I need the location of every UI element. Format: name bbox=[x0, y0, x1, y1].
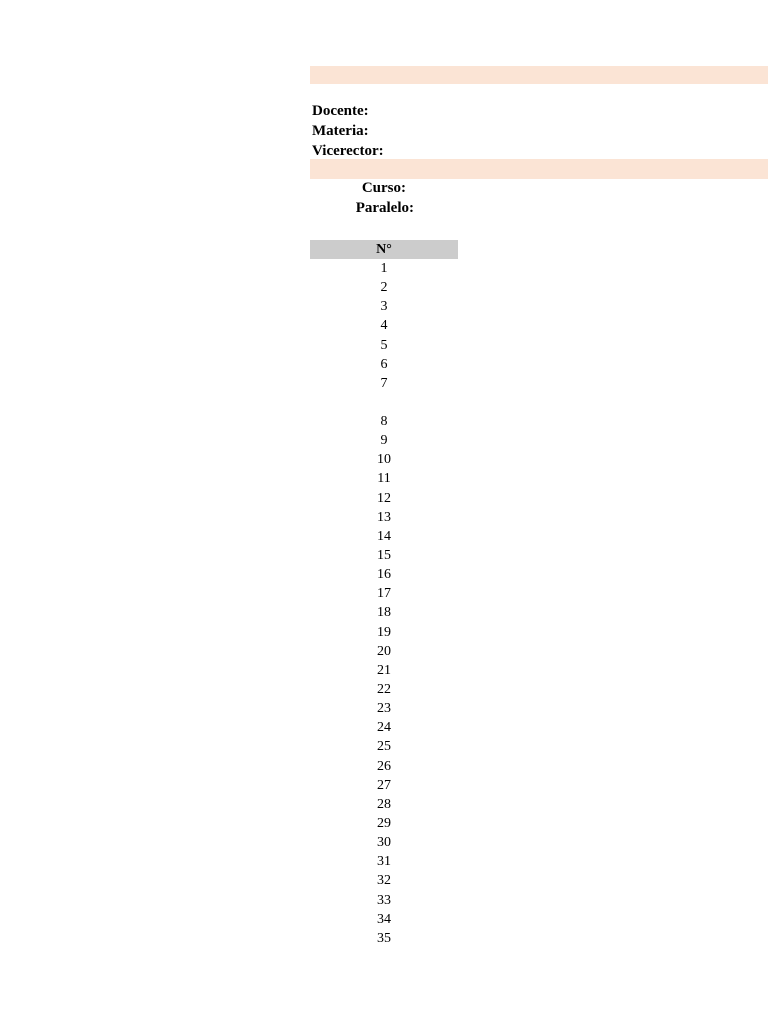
materia-label: Materia: bbox=[312, 123, 369, 139]
paralelo-label: Paralelo: bbox=[355, 200, 414, 216]
row-number: 8 bbox=[380, 413, 388, 429]
row-number: 6 bbox=[380, 356, 388, 372]
row-number: 18 bbox=[377, 605, 391, 621]
student-number-list bbox=[310, 259, 458, 948]
row-number: 25 bbox=[377, 739, 391, 755]
row-number: 12 bbox=[377, 490, 391, 506]
row-number: 33 bbox=[377, 892, 391, 908]
row-number: 13 bbox=[377, 509, 391, 525]
number-column-header: N° bbox=[310, 240, 458, 259]
row-number: 20 bbox=[377, 643, 391, 659]
row-number: 3 bbox=[380, 299, 388, 315]
row-number: 4 bbox=[380, 318, 388, 334]
row-number: 5 bbox=[380, 337, 388, 353]
docente-label: Docente: bbox=[312, 103, 369, 119]
row-number: 19 bbox=[377, 624, 391, 640]
row-number: 22 bbox=[377, 681, 391, 697]
row-number: 26 bbox=[377, 758, 391, 774]
row-number: 21 bbox=[377, 662, 391, 678]
row-number: 27 bbox=[377, 777, 391, 793]
row-number: 35 bbox=[377, 930, 391, 946]
row-number: 24 bbox=[377, 720, 391, 736]
row-number: 9 bbox=[380, 433, 388, 449]
row-number: 16 bbox=[377, 567, 391, 583]
row-number: 23 bbox=[377, 701, 391, 717]
header-band-top bbox=[310, 66, 768, 84]
row-number: 28 bbox=[377, 796, 391, 812]
row-number: 31 bbox=[377, 854, 391, 870]
header-band-middle bbox=[310, 159, 768, 179]
row-number: 34 bbox=[377, 911, 391, 927]
row-number: 10 bbox=[377, 452, 391, 468]
row-number: 29 bbox=[377, 815, 391, 831]
row-number: 32 bbox=[377, 873, 391, 889]
row-number: 7 bbox=[380, 375, 388, 391]
row-number: 11 bbox=[377, 471, 391, 487]
curso-label: Curso: bbox=[361, 180, 406, 196]
row-number: 1 bbox=[380, 261, 388, 276]
vicerector-label: Vicerector: bbox=[312, 143, 384, 159]
row-number: 17 bbox=[377, 586, 391, 602]
row-number: 30 bbox=[377, 835, 391, 851]
row-number: 15 bbox=[377, 547, 391, 563]
row-number: 2 bbox=[380, 280, 388, 296]
row-number: 14 bbox=[377, 528, 391, 544]
